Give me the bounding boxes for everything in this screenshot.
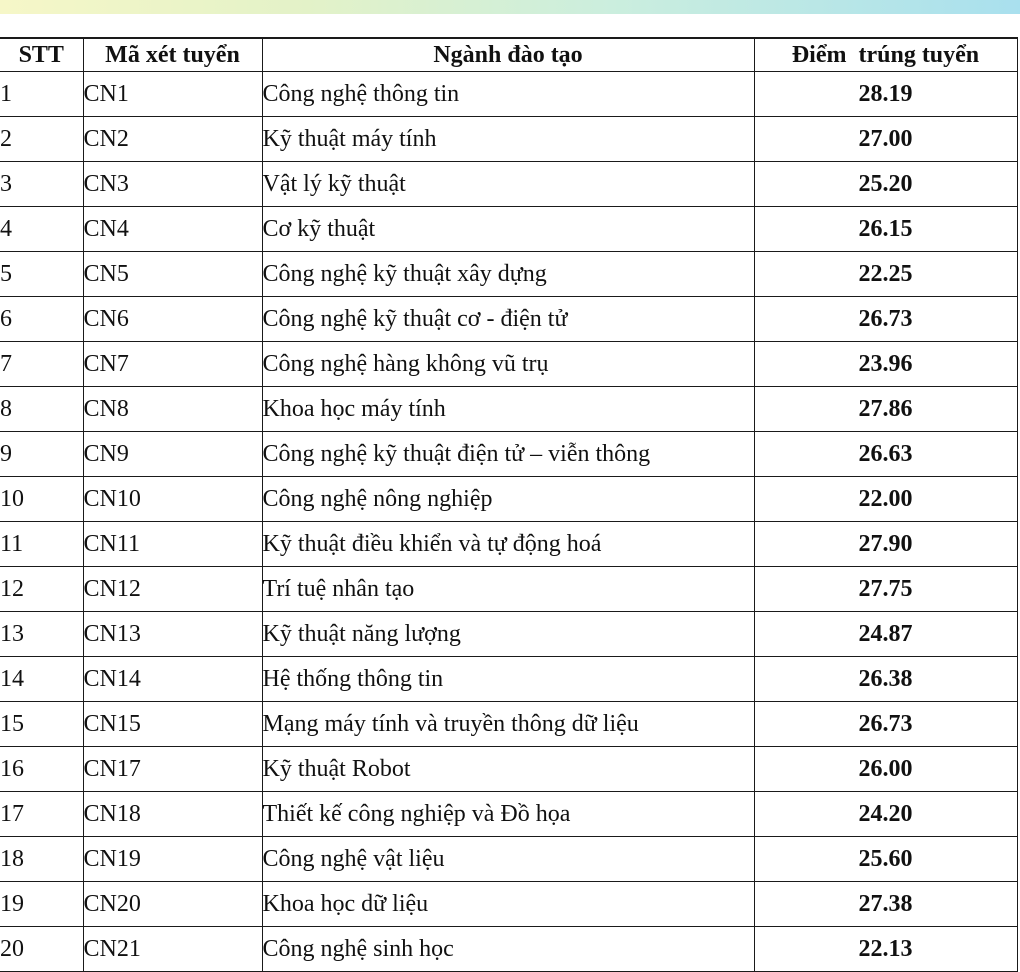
cell-major: Kỹ thuật máy tính — [262, 117, 754, 162]
cell-code: CN7 — [83, 342, 262, 387]
table-header-row — [0, 38, 1017, 72]
cell-stt: 20 — [0, 927, 83, 972]
cell-major: Công nghệ hàng không vũ trụ — [262, 342, 754, 387]
decorative-top-band — [0, 0, 1020, 14]
cell-code: CN21 — [83, 927, 262, 972]
cell-score: 28.19 — [754, 72, 1017, 117]
table-row — [0, 342, 1017, 387]
table-row — [0, 567, 1017, 612]
table-row — [0, 297, 1017, 342]
cell-code: CN3 — [83, 162, 262, 207]
cell-stt: 10 — [0, 477, 83, 522]
cell-stt: 6 — [0, 297, 83, 342]
cell-code: CN8 — [83, 387, 262, 432]
cell-score: 26.73 — [754, 297, 1017, 342]
table-row — [0, 702, 1017, 747]
cell-major: Công nghệ kỹ thuật xây dựng — [262, 252, 754, 297]
cell-major: Thiết kế công nghiệp và Đồ họa — [262, 792, 754, 837]
table-row — [0, 837, 1017, 882]
cell-score: 27.86 — [754, 387, 1017, 432]
cell-stt: 7 — [0, 342, 83, 387]
cell-stt: 5 — [0, 252, 83, 297]
cell-stt: 18 — [0, 837, 83, 882]
cell-score: 22.13 — [754, 927, 1017, 972]
cell-stt: 11 — [0, 522, 83, 567]
cell-major: Kỹ thuật năng lượng — [262, 612, 754, 657]
cell-major: Công nghệ thông tin — [262, 72, 754, 117]
cell-major: Cơ kỹ thuật — [262, 207, 754, 252]
cell-code: CN6 — [83, 297, 262, 342]
cell-stt: 15 — [0, 702, 83, 747]
cell-stt: 3 — [0, 162, 83, 207]
cell-score: 27.38 — [754, 882, 1017, 927]
cell-major: Vật lý kỹ thuật — [262, 162, 754, 207]
cell-code: CN2 — [83, 117, 262, 162]
cell-stt: 1 — [0, 72, 83, 117]
header-major: Ngành đào tạo — [262, 38, 754, 72]
cell-code: CN14 — [83, 657, 262, 702]
table-row — [0, 792, 1017, 837]
cell-score: 24.87 — [754, 612, 1017, 657]
cell-major: Mạng máy tính và truyền thông dữ liệu — [262, 702, 754, 747]
cell-major: Công nghệ kỹ thuật cơ - điện tử — [262, 297, 754, 342]
cell-major: Công nghệ nông nghiệp — [262, 477, 754, 522]
table-row — [0, 207, 1017, 252]
cell-score: 22.00 — [754, 477, 1017, 522]
cell-score: 23.96 — [754, 342, 1017, 387]
cell-score: 26.15 — [754, 207, 1017, 252]
admission-scores-table — [0, 37, 1018, 972]
table-row — [0, 432, 1017, 477]
cell-score: 27.75 — [754, 567, 1017, 612]
cell-major: Công nghệ kỹ thuật điện tử – viễn thông — [262, 432, 754, 477]
cell-stt: 12 — [0, 567, 83, 612]
cell-stt: 17 — [0, 792, 83, 837]
cell-stt: 9 — [0, 432, 83, 477]
cell-code: CN11 — [83, 522, 262, 567]
cell-code: CN9 — [83, 432, 262, 477]
cell-major: Kỹ thuật điều khiển và tự động hoá — [262, 522, 754, 567]
cell-code: CN1 — [83, 72, 262, 117]
cell-score: 27.00 — [754, 117, 1017, 162]
cell-code: CN19 — [83, 837, 262, 882]
table-row — [0, 927, 1017, 972]
table-row — [0, 387, 1017, 432]
cell-stt: 19 — [0, 882, 83, 927]
cell-code: CN5 — [83, 252, 262, 297]
cell-major: Khoa học dữ liệu — [262, 882, 754, 927]
cell-stt: 2 — [0, 117, 83, 162]
table-row — [0, 162, 1017, 207]
table-row — [0, 612, 1017, 657]
table-row — [0, 882, 1017, 927]
table-row — [0, 657, 1017, 702]
cell-score: 24.20 — [754, 792, 1017, 837]
cell-score: 25.60 — [754, 837, 1017, 882]
cell-code: CN18 — [83, 792, 262, 837]
cell-stt: 13 — [0, 612, 83, 657]
cell-major: Trí tuệ nhân tạo — [262, 567, 754, 612]
cell-score: 22.25 — [754, 252, 1017, 297]
cell-score: 27.90 — [754, 522, 1017, 567]
cell-stt: 8 — [0, 387, 83, 432]
cell-stt: 16 — [0, 747, 83, 792]
table-row — [0, 72, 1017, 117]
cell-major: Kỹ thuật Robot — [262, 747, 754, 792]
cell-stt: 4 — [0, 207, 83, 252]
table-row — [0, 117, 1017, 162]
cell-code: CN15 — [83, 702, 262, 747]
cell-score: 25.20 — [754, 162, 1017, 207]
cell-code: CN4 — [83, 207, 262, 252]
cell-major: Khoa học máy tính — [262, 387, 754, 432]
cell-major: Công nghệ vật liệu — [262, 837, 754, 882]
cell-code: CN12 — [83, 567, 262, 612]
cell-code: CN17 — [83, 747, 262, 792]
table-row — [0, 522, 1017, 567]
cell-major: Hệ thống thông tin — [262, 657, 754, 702]
cell-code: CN20 — [83, 882, 262, 927]
cell-stt: 14 — [0, 657, 83, 702]
cell-score: 26.00 — [754, 747, 1017, 792]
cell-major: Công nghệ sinh học — [262, 927, 754, 972]
header-code: Mã xét tuyển — [83, 38, 262, 72]
header-stt: STT — [0, 38, 83, 72]
cell-code: CN10 — [83, 477, 262, 522]
cell-code: CN13 — [83, 612, 262, 657]
table-row — [0, 477, 1017, 522]
header-score: Điểm trúng tuyển — [754, 38, 1017, 72]
table-row — [0, 252, 1017, 297]
cell-score: 26.38 — [754, 657, 1017, 702]
table-row — [0, 747, 1017, 792]
cell-score: 26.63 — [754, 432, 1017, 477]
cell-score: 26.73 — [754, 702, 1017, 747]
